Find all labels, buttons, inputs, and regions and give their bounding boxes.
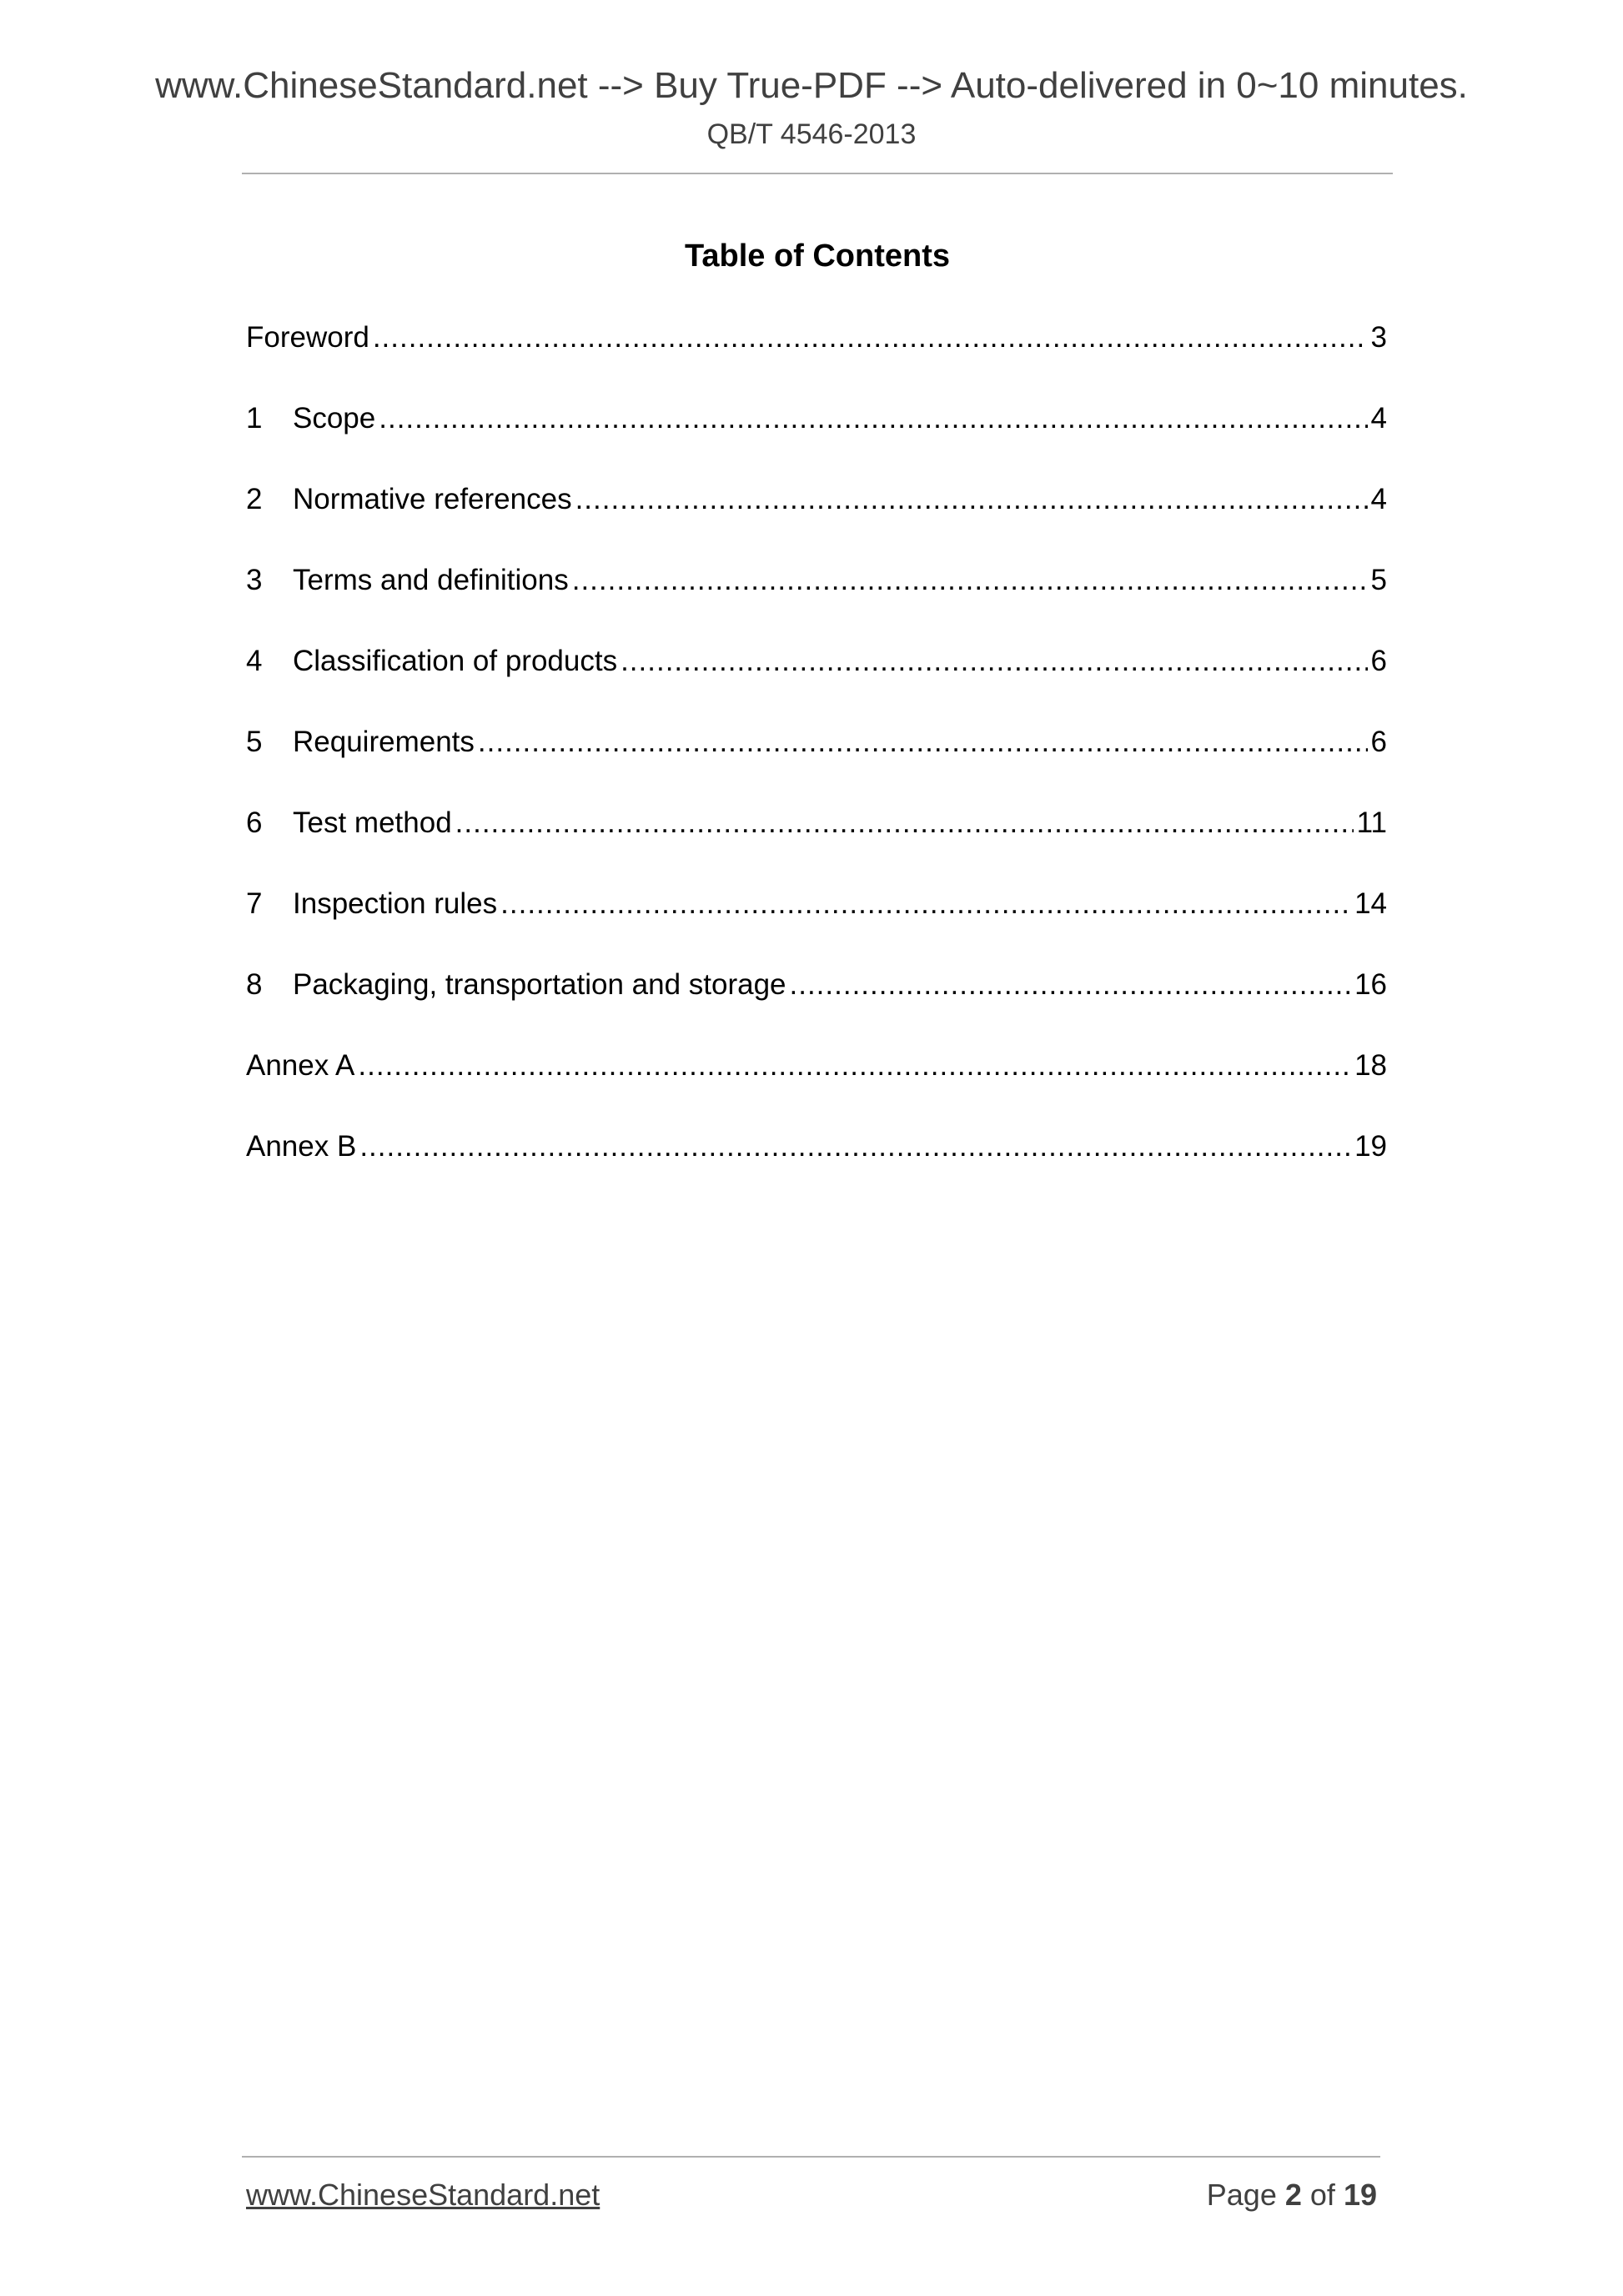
document-code: QB/T 4546-2013	[706, 118, 917, 150]
page-current: 2	[1284, 2178, 1302, 2212]
page-separator: of	[1309, 2178, 1335, 2212]
toc-title: Table of Contents	[684, 239, 951, 274]
toc-entry-requirements[interactable]	[246, 717, 1387, 798]
toc-leader-dots	[478, 717, 1368, 767]
toc-leader-dots	[500, 879, 1351, 929]
toc-entry-foreword[interactable]	[246, 313, 1387, 394]
toc-entry-page: 16	[1354, 968, 1387, 1001]
site-banner: www.ChineseStandard.net --> Buy True-PDF --> Auto-delivered in 0~10 minutes.	[155, 65, 1468, 106]
toc-entry-label: Test method	[293, 806, 452, 839]
toc-entry-label: Terms and definitions	[293, 564, 569, 596]
toc-leader-dots	[572, 555, 1368, 605]
toc-entry-label: Normative references	[293, 483, 572, 515]
toc-leader-dots	[790, 960, 1352, 1010]
toc-entry-page: 6	[1370, 645, 1387, 677]
toc-leader-dots	[621, 636, 1367, 686]
toc-entry-scope[interactable]	[246, 394, 1387, 475]
toc-entry-inspection-rules[interactable]	[246, 879, 1387, 960]
toc-leader-dots	[373, 313, 1368, 363]
toc-leader-dots	[359, 1122, 1351, 1172]
toc-entry-page: 4	[1370, 402, 1387, 435]
header-divider	[242, 173, 1393, 174]
toc-leader-dots	[379, 394, 1367, 444]
toc-entry-page: 4	[1370, 483, 1387, 515]
toc-entry-label: Inspection rules	[293, 887, 498, 920]
toc-entry-number: 7	[246, 887, 263, 920]
toc-entry-label: Requirements	[293, 726, 475, 758]
table-of-contents	[246, 313, 1387, 1203]
toc-leader-dots	[455, 798, 1354, 848]
toc-entry-label: Annex B	[246, 1130, 357, 1163]
toc-entry-label: Scope	[293, 402, 376, 435]
toc-entry-packaging[interactable]	[246, 960, 1387, 1041]
toc-leader-dots	[358, 1041, 1351, 1091]
toc-entry-label: Annex A	[246, 1049, 355, 1082]
toc-entry-normative-references[interactable]	[246, 475, 1387, 555]
toc-entry-label: Classification of products	[293, 645, 618, 677]
toc-entry-terms-and-definitions[interactable]	[246, 555, 1387, 636]
toc-entry-annex-b[interactable]	[246, 1122, 1387, 1203]
toc-entry-page: 19	[1354, 1130, 1387, 1163]
page-number	[1207, 2178, 1377, 2213]
toc-entry-number: 6	[246, 806, 263, 839]
toc-entry-page: 5	[1370, 564, 1387, 596]
toc-entry-number: 3	[246, 564, 263, 596]
toc-entry-number: 5	[246, 726, 263, 758]
page-total: 19	[1343, 2178, 1377, 2212]
toc-entry-page: 6	[1370, 726, 1387, 758]
toc-entry-number: 4	[246, 645, 263, 677]
footer-divider	[242, 2156, 1380, 2158]
toc-entry-label: Packaging, transportation and storage	[293, 968, 786, 1001]
toc-entry-page: 3	[1370, 321, 1387, 354]
toc-entry-page: 14	[1354, 887, 1387, 920]
toc-leader-dots	[575, 475, 1368, 525]
toc-entry-label: Foreword	[246, 321, 369, 354]
toc-entry-number: 8	[246, 968, 263, 1001]
toc-entry-test-method[interactable]	[246, 798, 1387, 879]
toc-entry-number: 1	[246, 402, 263, 435]
page-prefix: Page	[1206, 2178, 1277, 2212]
toc-entry-page: 11	[1356, 806, 1387, 839]
footer-site-link[interactable]: www.ChineseStandard.net	[246, 2178, 600, 2212]
toc-entry-classification-of-products[interactable]	[246, 636, 1387, 717]
toc-entry-page: 18	[1354, 1049, 1387, 1082]
toc-entry-number: 2	[246, 483, 263, 515]
toc-entry-annex-a[interactable]	[246, 1041, 1387, 1122]
